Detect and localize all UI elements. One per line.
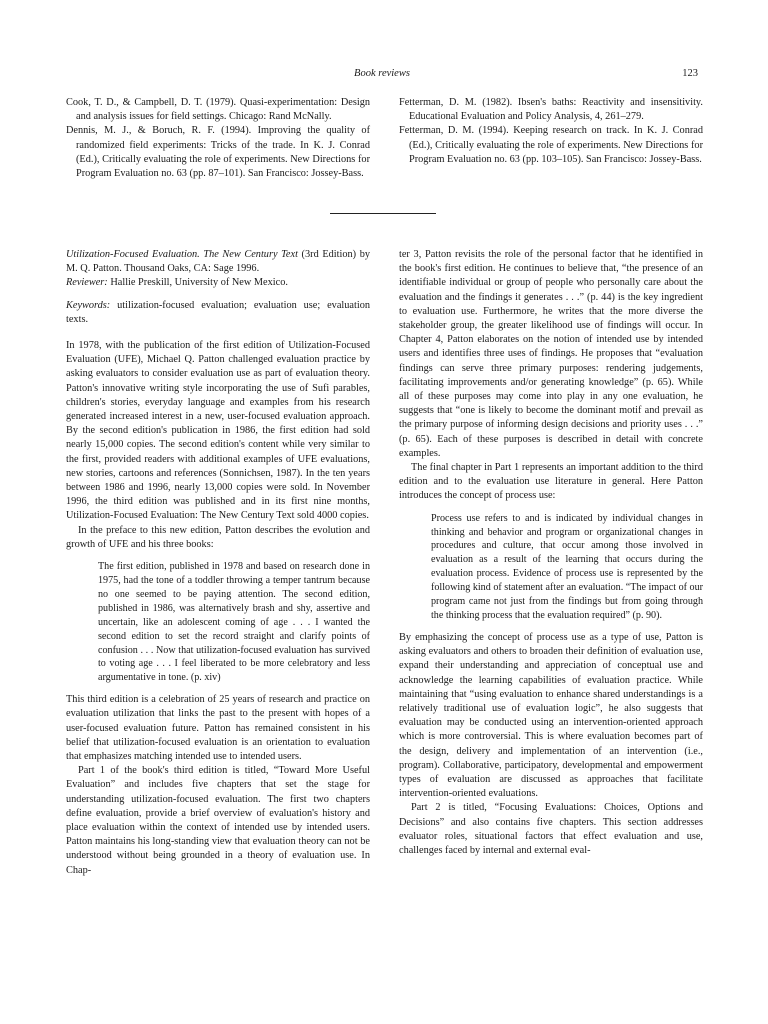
book-citation: [66, 248, 370, 276]
keywords-label: Keywords:: [66, 299, 111, 311]
running-head: Book reviews: [354, 68, 410, 79]
keywords-line: [66, 299, 370, 327]
body-paragraph: ter 3, Patton revisits the role of the personal factor that he identified in the book's first edition. He continues to believe that, “the presence of an identifiable individual or group of people who personally care about the evaluation and the findings it generates . . .” (p. 44) is the key ingredient to evaluation use. Furthermore, he writes that the more diverse the stakeholder group, the greater likelihood use of findings will occur. In Chapter 4, Patton elaborates on the notion of intended use by intended users and identifies three uses of findings. He proposes that “evaluation findings can serve three primary purposes: rendering judgements, facilitating improvements and/or generating knowledge” (p. 65). While all of these purposes may come into play in any one evaluation, he suggests that “one is likely to become the dominant motif and prevail as the primary purpose of informing design decisions and priority uses . . .” (p. 65). Each of these purposes is described in detail with concrete examples.: [399, 249, 703, 459]
body-paragraph: This third edition is a celebration of 25 years of research and practice on evaluation utilization that links the past to the present with hopes of a user-focused evaluation future. Patton has remained consistent in his belief that utilization-focused evaluation is an orientation to evaluation that emphasizes matching intended use to intended users.: [66, 694, 370, 763]
reviewer-name: Hallie Preskill, University of New Mexico.: [107, 277, 288, 289]
keywords-text: utilization-focused evaluation; evaluation use; evaluation texts.: [66, 299, 370, 325]
reference-entry: Cook, T. D., & Campbell, D. T. (1979). Quasi-experimentation: Design and analysis issues for field settings. Chicago: Rand McNally.: [66, 97, 370, 123]
body-paragraph: In the preface to this new edition, Patton describes the evolution and growth of UFE and his three books:: [66, 524, 370, 550]
block-quote: The first edition, published in 1978 and based on research done in 1975, had the tone of a toddler throwing a temper tantrum because no one seemed to be paying attention. The second edition, published in 1986, was alternatively brash and shy, assertive and uncertain, like an adolescent coming of age . . . I wanted the second edition to set the record straight and clarify points of confusion . . . Now that utilization-focused evaluation has survived to voting age . . . I feel liberated to be more celebratory and less argumentative in tone. (p. xiv): [98, 561, 370, 684]
references-left: [66, 96, 370, 181]
reviewer-line: [66, 276, 370, 290]
reference-entry: Fetterman, D. M. (1994). Keeping research on track. In K. J. Conrad (Ed.), Critically evaluating the role of experiments. New Directions for Program Evaluation no. 63 (pp. 103–105). San Francisco: Jossey-Bass.: [399, 125, 703, 165]
body-paragraph: Part 1 of the book's third edition is titled, “Toward More Useful Evaluation” and includes five chapters that set the stage for understanding utilization-focused evaluation. The first two chapters define evaluation, provide a brief overview of evaluation's history and place evaluation within the context of intended use by intended users. Patton maintains his long-standing view that evaluation theory can not be understood without being grounded in a theory of evaluation use. In Chap-: [66, 765, 370, 876]
body-paragraph: Part 2 is titled, “Focusing Evaluations: Choices, Options and Decisions” and also contains five chapters. This section addresses evaluator roles, situational factors that effect evaluation and use, challenges faced by internal and external eval-: [399, 802, 703, 856]
block-quote: Process use refers to and is indicated by individual changes in thinking and behavior and program or organizational changes in procedures and culture, that occur among those involved in evaluation as a result of the learning that occurs during the evaluation process. Evidence of process use is represented by the following kind of statement after an evaluation. “The impact of our program came not just from the findings but from going through the thinking process that the evaluation required” (p. 90).: [431, 512, 703, 621]
body-paragraph: In 1978, with the publication of the first edition of Utilization-Focused Evaluation (UFE), Michael Q. Patton challenged evaluation practice by asking evaluators to consider evaluation use as part of evaluation theory. Patton's innovative writing style incorporating the use of Sufi parables, children's stories, everyday language and examples from his research generated increased interest in a new, user-focused evaluation approach. By the second edition's publication in 1986, the first edition had sold nearly 15,000 copies. The second edition's content while very similar to the first, provided readers with additional examples of UFE evaluations, new stories, cartoons and references (Sonnichsen, 1987). In the ten years between 1986 and 1996, nearly 13,000 copies were sold. In November 1996, the third edition was published and in its first nine months, Utilization-Focused Evaluation: The New Century Text sold 4000 copies.: [66, 340, 370, 522]
book-details: (3rd Edition) by M. Q. Patton. Thousand Oaks, CA: Sage 1996.: [66, 249, 370, 275]
references-right: [399, 96, 703, 167]
review-column-left: [66, 248, 370, 878]
page-number: 123: [682, 68, 698, 79]
review-column-right: [399, 248, 703, 858]
reference-entry: Dennis, M. J., & Boruch, R. F. (1994). Improving the quality of randomized field experiments: Tricks of the trade. In K. J. Conrad (Ed.), Critically evaluating the role of experiments. New Directions for Program Evaluation no. 63 (pp. 87–101). San Francisco: Jossey-Bass.: [66, 125, 370, 180]
reference-entry: Fetterman, D. M. (1982). Ibsen's baths: Reactivity and insensitivity. Educational Evaluation and Policy Analysis, 4, 261–279.: [399, 97, 703, 123]
section-divider: [330, 213, 436, 214]
body-paragraph: The final chapter in Part 1 represents an important addition to the third edition and to the evaluation use literature in general. Here Patton introduces the concept of process use:: [399, 462, 703, 502]
page-header: [66, 68, 698, 84]
reviewer-label: Reviewer:: [66, 277, 108, 289]
body-paragraph: By emphasizing the concept of process use as a type of use, Patton is asking evaluators and others to broaden their definition of evaluation use, expand their understanding and appreciation of conceptual use and acknowledge the learning capabilities of evaluation practice. While maintaining that “using evaluation to enhance shared understandings is a relatively traditional use of evaluation logic”, he also suggests that evaluation may be conducted using an intervention-oriented approach which is more controversial. This is where evaluation becomes part of the design, delivery and implementation of an intervention (i.e., program). Collaborative, participatory, developmental and empowerment types of evaluation are discussed as approaches that facilitate intervention-oriented evaluations.: [399, 631, 703, 800]
book-title: Utilization-Focused Evaluation. The New Century Text: [66, 249, 298, 260]
